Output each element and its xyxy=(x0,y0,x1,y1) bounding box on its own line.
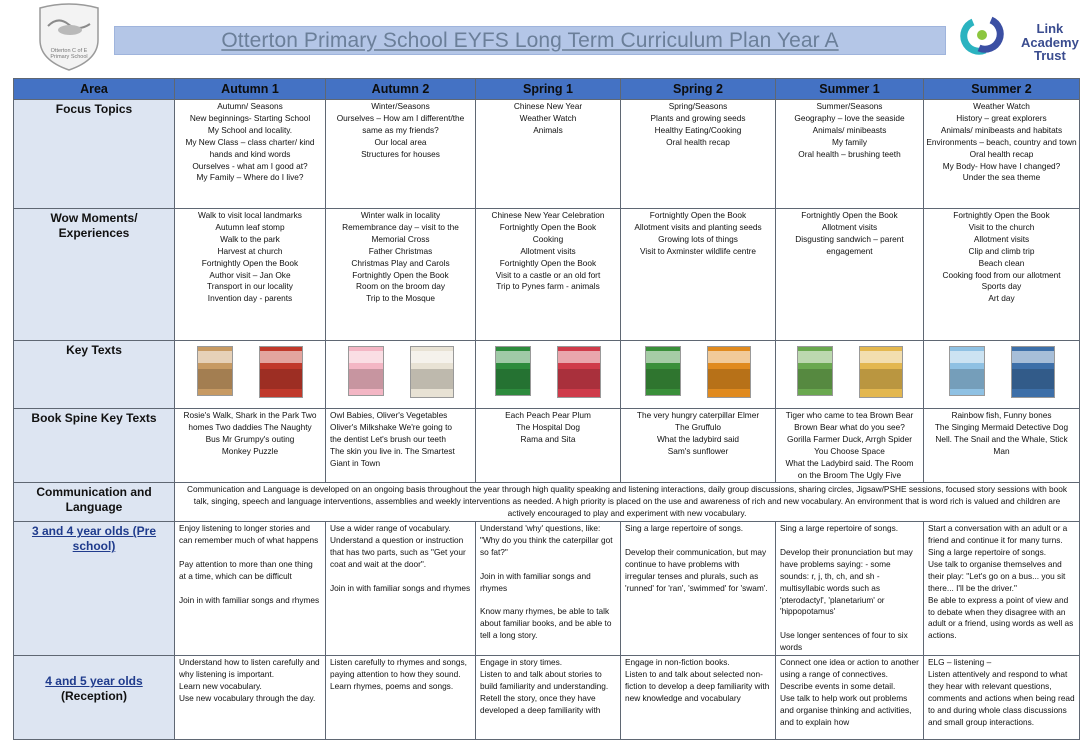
communication-statement: Communication and Language is developed on an ongoing basis throughout the year through high quality speaking and listening interactions, daily group discussions, sharing circles, Jigsaw/PSHE sessions, focused story sessions with book talk, singing, speech and language interventions, assemblies and weekly interventions as needed. A high priority is placed on the use and awareness of rich and new vocabulary. An environment that is word rich is valued and children are actively encouraged to play and experiment with new vocabulary. xyxy=(175,483,1080,522)
list-item: Fortnightly Open the Book xyxy=(499,257,597,268)
list-item: Giant in Town xyxy=(330,457,381,468)
list-item: Be able to express a point of view and to debate when they disagree with an adult or a friend, using words as well as actions. xyxy=(928,594,1074,641)
list-item: Structures for houses xyxy=(361,148,440,159)
list-item: Harvest at church xyxy=(217,245,283,256)
spine-cell-spring-2 xyxy=(621,409,776,483)
list-item: Understand a question or instruction that has two parts, such as "Get your coat and wait at the door". xyxy=(330,535,466,569)
list-item: Walk to the park xyxy=(220,233,280,244)
focus-cell-summer-1 xyxy=(776,100,924,209)
list-item: Develop their pronunciation but may have problems saying: - some sounds: r, j, th, ch, and sh - multisyllabic words such as 'pterodactyl', 'planetarium' or 'hippopotamus' xyxy=(780,546,913,617)
list-item: the dentist Let's brush our teeth xyxy=(330,433,446,444)
list-item: The skin you live in. The Smartest xyxy=(330,445,455,456)
wow-cell-summer-2 xyxy=(924,209,1080,341)
list-item: Allotment visits xyxy=(973,233,1030,244)
list-item: Fortnightly Open the Book xyxy=(953,210,1050,220)
preschool-row xyxy=(14,522,1080,656)
reception-cell-summer-2 xyxy=(924,656,1080,740)
list-item: Each Peach Pear Plum xyxy=(505,410,591,420)
list-item: Join in with familiar songs and rhymes xyxy=(179,594,320,605)
title-bar xyxy=(114,26,946,55)
list-item: Under the sea theme xyxy=(962,172,1041,183)
list-item: Summer/Seasons xyxy=(816,101,883,111)
wow-cell-spring-1 xyxy=(476,209,621,341)
list-item: Autumn/ Seasons xyxy=(217,101,283,111)
preschool-label-line1: 3 and 4 year olds (Pre xyxy=(31,524,157,539)
list-item: Growing lots of things xyxy=(658,233,738,244)
trust-name-line1: Link xyxy=(1036,21,1064,36)
book-cover-image xyxy=(645,346,681,396)
list-item: Walk to visit local landmarks xyxy=(198,210,302,220)
list-item: Use new vocabulary through the day. xyxy=(179,692,316,703)
list-item: Listen carefully to rhymes and songs, paying attention to how they sound. xyxy=(330,657,467,679)
communication-row xyxy=(14,483,1080,522)
list-item: You Choose Space xyxy=(814,445,885,456)
book-cover-image xyxy=(495,346,531,396)
list-item: Rainbow fish, Funny bones xyxy=(951,410,1052,420)
list-item: Bus Mr Grumpy's outing xyxy=(205,433,295,444)
list-item: Use talk to help work out problems and organise thinking and activities, and to explain how xyxy=(780,692,912,727)
list-item: Monkey Puzzle xyxy=(221,445,279,456)
book-cover-image xyxy=(1011,346,1055,398)
list-item: Animals xyxy=(533,124,563,135)
reception-cell-spring-2 xyxy=(621,656,776,740)
list-item: Plants and growing seeds xyxy=(650,112,746,123)
list-item: My New Class – class charter/ kind hands and kind words xyxy=(185,136,315,159)
row-label-wow-moments: Wow Moments/ Experiences xyxy=(14,209,175,341)
list-item: Tiger who came to tea Brown Bear xyxy=(785,410,914,420)
focus-cell-autumn-1 xyxy=(175,100,326,209)
list-item: What the ladybird said xyxy=(656,433,740,444)
book-cover-image xyxy=(197,346,233,396)
preschool-label-line2: school) xyxy=(72,539,116,554)
list-item: Retell the story, once they have developed a deep familiarity with xyxy=(480,692,601,715)
list-item: Engage in story times. xyxy=(480,657,563,668)
reception-row xyxy=(14,656,1080,740)
row-label-reception xyxy=(14,656,175,740)
list-item: Listen to and talk about selected non-fiction to develop a deep familiarity with new knowledge and vocabulary xyxy=(625,669,770,703)
header-row xyxy=(14,79,1080,100)
list-item: Weather Watch xyxy=(519,112,577,123)
list-item: Oliver's Milkshake We're going to xyxy=(330,421,452,432)
list-item: Fortnightly Open the Book xyxy=(201,257,299,268)
list-item: Beach clean xyxy=(978,257,1025,268)
book-cover-image xyxy=(259,346,303,398)
list-item: Enjoy listening to longer stories and can remember much of what happens xyxy=(179,523,319,546)
book-cover-image xyxy=(859,346,903,398)
curriculum-table xyxy=(13,78,1080,740)
row-label-preschool xyxy=(14,522,175,656)
list-item: Chinese New Year Celebration xyxy=(491,210,605,220)
column-header-autumn-1: Autumn 1 xyxy=(175,79,326,100)
preschool-cell-summer-1 xyxy=(776,522,924,656)
preschool-cell-spring-2 xyxy=(621,522,776,656)
key-texts-cell-autumn-1 xyxy=(175,341,326,409)
list-item: Allotment visits and planting seeds xyxy=(634,221,762,232)
list-item: Allotment visits xyxy=(520,245,576,256)
list-item: Father Christmas xyxy=(368,245,433,256)
list-item: Fortnightly Open the Book xyxy=(352,269,449,280)
row-label-book-spine: Book Spine Key Texts xyxy=(14,409,175,483)
list-item: Christmas Play and Carols xyxy=(351,257,450,268)
book-cover-image xyxy=(949,346,985,396)
list-item: Visit to the church xyxy=(968,221,1035,232)
list-item: Sing a large repertoire of songs. xyxy=(625,523,744,534)
list-item: Disgusting sandwich – parent engagement xyxy=(795,233,904,256)
list-item: Oral health recap xyxy=(969,148,1034,159)
list-item: History – great explorers xyxy=(956,112,1047,123)
list-item: Oral health recap xyxy=(666,136,730,147)
list-item: Remembrance day – visit to the Memorial Cross xyxy=(342,221,459,244)
list-item: Use talk to organise themselves and their play: "Let's go on a bus... you sit there... I'll be the driver." xyxy=(928,558,1066,593)
list-item: What the Ladybird said. The Room xyxy=(785,457,914,468)
page-title: Otterton Primary School EYFS Long Term Curriculum Plan Year A xyxy=(221,28,839,52)
list-item: Rama and Sita xyxy=(520,433,576,444)
reception-cell-summer-1 xyxy=(776,656,924,740)
list-item: Sports day xyxy=(981,281,1022,292)
spine-cell-autumn-2 xyxy=(326,409,476,483)
spine-cell-summer-2 xyxy=(924,409,1080,483)
list-item: Use a wider range of vocabulary. xyxy=(330,523,451,534)
list-item: The Hospital Dog xyxy=(515,421,581,432)
focus-topics-row xyxy=(14,100,1080,209)
list-item: Animals/ minibeasts and habitats xyxy=(940,124,1063,135)
book-cover-image xyxy=(348,346,384,396)
preschool-cell-spring-1 xyxy=(476,522,621,656)
list-item: Chinese New Year xyxy=(513,101,583,111)
list-item: The very hungry caterpillar Elmer xyxy=(636,410,760,420)
list-item: Invention day - parents xyxy=(207,293,293,304)
wow-cell-summer-1 xyxy=(776,209,924,341)
list-item: Geography – love the seaside xyxy=(794,112,905,123)
list-item: Autumn leaf stomp xyxy=(215,221,285,232)
list-item: Transport in our locality xyxy=(207,281,293,292)
svg-text:Primary School: Primary School xyxy=(50,54,88,60)
book-cover-image xyxy=(707,346,751,398)
column-header-spring-1: Spring 1 xyxy=(476,79,621,100)
trust-name-line2: Academy xyxy=(1021,34,1079,50)
focus-cell-summer-2 xyxy=(924,100,1080,209)
list-item: Oral health – brushing teeth xyxy=(798,148,901,159)
focus-cell-spring-1 xyxy=(476,100,621,209)
reception-cell-spring-1 xyxy=(476,656,621,740)
list-item: Sing a large repertoire of songs. xyxy=(928,546,1047,557)
focus-cell-autumn-2 xyxy=(326,100,476,209)
preschool-cell-autumn-1 xyxy=(175,522,326,656)
list-item: Animals/ minibeasts xyxy=(812,124,887,135)
list-item: Man xyxy=(993,445,1010,456)
list-item: Nell. The Snail and the Whale, Stick xyxy=(935,433,1068,444)
book-cover-image xyxy=(557,346,601,398)
list-item: Spring/Seasons xyxy=(668,101,728,111)
list-item: My Body- How have I changed? xyxy=(942,160,1061,171)
book-cover-image xyxy=(797,346,833,396)
list-item: Sing a large repertoire of songs. xyxy=(780,523,899,534)
list-item: My Family – Where do I live? xyxy=(196,172,304,183)
svg-text:Otterton C of E: Otterton C of E xyxy=(50,48,88,54)
list-item: Gorilla Farmer Duck, Arrgh Spider xyxy=(787,433,912,444)
key-texts-cell-spring-2 xyxy=(621,341,776,409)
list-item: The Gruffulo xyxy=(675,421,721,432)
list-item: Art day xyxy=(988,293,1015,304)
list-item: Healthy Eating/Cooking xyxy=(654,124,742,135)
list-item: Cooking xyxy=(532,233,564,244)
reception-label-line1: 4 and 5 year olds xyxy=(45,674,143,689)
list-item: Visit to a castle or an old fort xyxy=(495,269,601,280)
list-item: My School and locality. xyxy=(207,124,293,135)
wow-cell-spring-2 xyxy=(621,209,776,341)
wow-moments-row xyxy=(14,209,1080,341)
school-logo xyxy=(34,2,104,72)
key-texts-row xyxy=(14,341,1080,409)
column-header-summer-1: Summer 1 xyxy=(776,79,924,100)
list-item: Join in with familiar songs and rhymes xyxy=(480,570,591,593)
row-label-focus-topics: Focus Topics xyxy=(14,100,175,209)
list-item: Environments – beach, country and town xyxy=(926,136,1077,147)
wow-cell-autumn-1 xyxy=(175,209,326,341)
list-item: Understand how to listen carefully and why listening is important. xyxy=(179,657,320,679)
list-item: Develop their communication, but may continue to have problems with irregular tenses and plurals, such as 'runned' for 'ran', 'swimmed' for 'swam'. xyxy=(625,546,768,593)
list-item: Allotment visits xyxy=(821,221,878,232)
key-texts-cell-summer-2 xyxy=(924,341,1080,409)
list-item: Sam's sunflower xyxy=(667,445,729,456)
list-item: Learn new vocabulary. xyxy=(179,680,262,691)
key-texts-cell-spring-1 xyxy=(476,341,621,409)
trust-name-line3: Trust xyxy=(1034,48,1066,63)
trust-name xyxy=(1021,22,1079,63)
preschool-cell-summer-2 xyxy=(924,522,1080,656)
list-item: Weather Watch xyxy=(973,101,1030,111)
list-item: Fortnightly Open the Book xyxy=(801,210,898,220)
list-item: Winter walk in locality xyxy=(360,210,441,220)
list-item: Use longer sentences of four to six words xyxy=(780,630,908,653)
wow-cell-autumn-2 xyxy=(326,209,476,341)
list-item: Fortnightly Open the Book xyxy=(649,210,747,220)
list-item: Understand 'why' questions, like: "Why do you think the caterpillar got so fat?" xyxy=(480,523,613,557)
list-item: Trip to the Mosque xyxy=(366,293,435,304)
list-item: Learn rhymes, poems and songs. xyxy=(330,680,454,691)
list-item: Trip to Pynes farm - animals xyxy=(496,281,600,292)
reception-label-line2: (Reception) xyxy=(61,689,127,704)
list-item: Start a conversation with an adult or a friend and continue it for many turns. xyxy=(928,523,1068,546)
column-header-autumn-2: Autumn 2 xyxy=(326,79,476,100)
key-texts-cell-autumn-2 xyxy=(326,341,476,409)
list-item: Engage in non-fiction books. xyxy=(625,657,730,668)
list-item: Fortnightly Open the Book xyxy=(499,221,597,232)
list-item: Know many rhymes, be able to talk about familiar books, and be able to tell a long story. xyxy=(480,606,612,641)
list-item: Owl Babies, Oliver's Vegetables xyxy=(330,410,448,420)
list-item: ELG – listening – xyxy=(928,657,992,668)
list-item: Pay attention to more than one thing at a time, which can be difficult xyxy=(179,558,313,581)
list-item: Rosie's Walk, Shark in the Park Two xyxy=(183,410,317,420)
list-item: Author visit – Jan Oke xyxy=(209,269,291,280)
list-item: on the Broom The Ugly Five xyxy=(797,469,902,480)
list-item: Listen attentively and respond to what they hear with relevant questions, comments and actions when being read to and during whole class discussions and small group interactions. xyxy=(928,669,1075,727)
row-label-key-texts: Key Texts xyxy=(14,341,175,409)
book-cover-image xyxy=(410,346,454,398)
list-item: New beginnings- Starting School xyxy=(189,112,311,123)
spine-cell-summer-1 xyxy=(776,409,924,483)
spine-cell-autumn-1 xyxy=(175,409,326,483)
list-item: The Singing Mermaid Detective Dog xyxy=(934,421,1069,432)
reception-cell-autumn-1 xyxy=(175,656,326,740)
row-label-communication: Communication and Language xyxy=(14,483,175,522)
column-header-spring-2: Spring 2 xyxy=(621,79,776,100)
column-header-area: Area xyxy=(14,79,175,100)
list-item: My family xyxy=(831,136,868,147)
spine-cell-spring-1 xyxy=(476,409,621,483)
list-item: homes Two daddies The Naughty xyxy=(188,421,312,432)
list-item: Winter/Seasons xyxy=(371,101,430,111)
list-item: Visit to Axminster wildlife centre xyxy=(639,245,757,256)
list-item: Ourselves - what am I good at? xyxy=(192,160,308,171)
list-item: Clip and climb trip xyxy=(968,245,1035,256)
list-item: Join in with familiar songs and rhymes xyxy=(330,582,471,593)
key-texts-cell-summer-1 xyxy=(776,341,924,409)
list-item: Listen to and talk about stories to build familiarity and understanding. xyxy=(480,669,609,691)
list-item: Ourselves – How am I different/the same as my friends? xyxy=(336,112,465,135)
list-item: Our local area xyxy=(374,136,427,147)
list-item: Describe events in some detail. xyxy=(780,680,896,691)
reception-cell-autumn-2 xyxy=(326,656,476,740)
focus-cell-spring-2 xyxy=(621,100,776,209)
list-item: Room on the broom day xyxy=(355,281,445,292)
list-item: Cooking food from our allotment xyxy=(942,269,1061,280)
book-spine-row xyxy=(14,409,1080,483)
list-item: Brown Bear what do you see? xyxy=(794,421,905,432)
preschool-cell-autumn-2 xyxy=(326,522,476,656)
column-header-summer-2: Summer 2 xyxy=(924,79,1080,100)
list-item: Connect one idea or action to another using a range of connectives. xyxy=(780,657,919,679)
